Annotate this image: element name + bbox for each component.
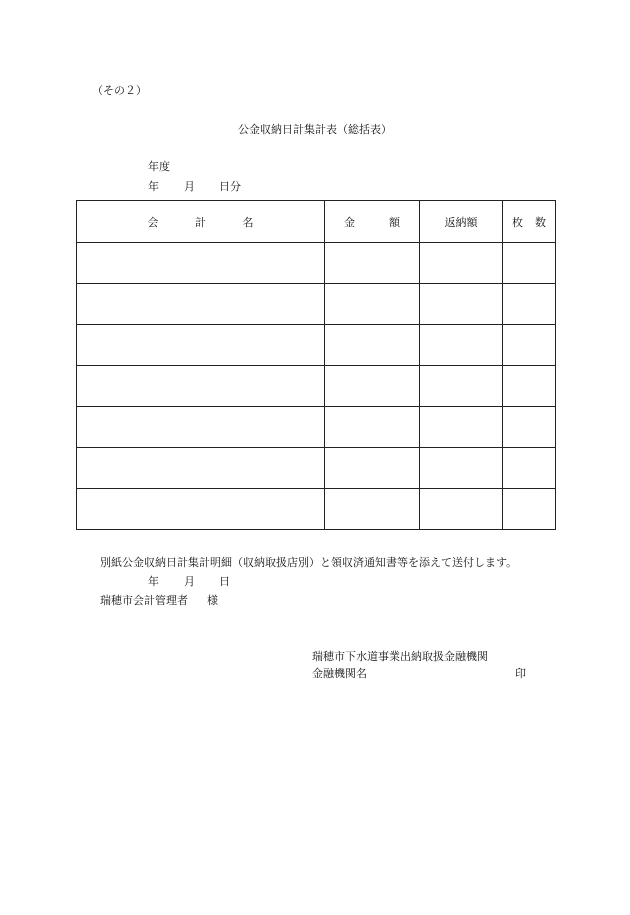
cell-amount[interactable]: [325, 489, 420, 530]
column-header-char: 金: [344, 215, 355, 229]
table-row: [77, 448, 556, 489]
cell-account-name[interactable]: [77, 366, 325, 407]
cell-refund[interactable]: [420, 489, 503, 530]
addressee-honorific: 様: [207, 594, 218, 607]
table-row: [77, 489, 556, 530]
cell-count[interactable]: [503, 284, 556, 325]
document-label: （その２）: [92, 84, 147, 97]
cell-amount[interactable]: [325, 448, 420, 489]
sender-organization: 瑞穂市下水道事業出納取扱金融機関: [312, 650, 488, 663]
column-header-char: 額: [389, 215, 400, 229]
period-day-label: 日分: [219, 180, 241, 193]
period-month-label: 月: [184, 180, 195, 193]
cell-account-name[interactable]: [77, 407, 325, 448]
send-day-label: 日: [219, 575, 230, 588]
column-header-account-name: [77, 201, 325, 243]
cell-account-name[interactable]: [77, 489, 325, 530]
fiscal-year-label: 年度: [148, 160, 170, 173]
transmittal-note: 別紙公金収納日計集計明細（収納取扱店別）と領収済通知書等を添えて送付します。: [100, 556, 518, 569]
cell-account-name[interactable]: [77, 448, 325, 489]
cell-amount[interactable]: [325, 325, 420, 366]
cell-amount[interactable]: [325, 407, 420, 448]
table-row: [77, 407, 556, 448]
cell-account-name[interactable]: [77, 284, 325, 325]
cell-refund[interactable]: [420, 448, 503, 489]
column-header-char: 数: [535, 215, 546, 229]
cell-refund[interactable]: [420, 366, 503, 407]
column-header-refund: 返納額: [420, 201, 503, 243]
bank-name-label: 金融機関名: [312, 667, 367, 680]
cell-amount[interactable]: [325, 284, 420, 325]
send-year-label: 年: [148, 575, 159, 588]
table-row: [77, 366, 556, 407]
table-header-row: [77, 201, 556, 243]
cell-count[interactable]: [503, 243, 556, 284]
column-header-char: 会: [147, 215, 159, 229]
cell-refund[interactable]: [420, 284, 503, 325]
column-header-char: 枚: [512, 215, 523, 229]
cell-amount[interactable]: [325, 366, 420, 407]
period-year-label: 年: [148, 180, 159, 193]
column-header-count: [503, 201, 556, 243]
cell-count[interactable]: [503, 448, 556, 489]
cell-count[interactable]: [503, 366, 556, 407]
addressee: 瑞穂市会計管理者: [100, 594, 188, 607]
cell-account-name[interactable]: [77, 325, 325, 366]
column-header-char: 計: [195, 215, 206, 229]
cell-amount[interactable]: [325, 243, 420, 284]
cell-account-name[interactable]: [77, 243, 325, 284]
table-row: [77, 243, 556, 284]
cell-refund[interactable]: [420, 243, 503, 284]
column-header-char: 名: [242, 215, 254, 229]
cell-refund[interactable]: [420, 407, 503, 448]
table-row: [77, 284, 556, 325]
cell-count[interactable]: [503, 407, 556, 448]
table-row: [77, 325, 556, 366]
document-title: 公金収納日計集計表（総括表）: [238, 123, 392, 136]
summary-table: [76, 200, 556, 530]
cell-refund[interactable]: [420, 325, 503, 366]
column-header-amount: [325, 201, 420, 243]
send-month-label: 月: [184, 575, 195, 588]
cell-count[interactable]: [503, 489, 556, 530]
seal-mark: 印: [515, 667, 526, 680]
cell-count[interactable]: [503, 325, 556, 366]
